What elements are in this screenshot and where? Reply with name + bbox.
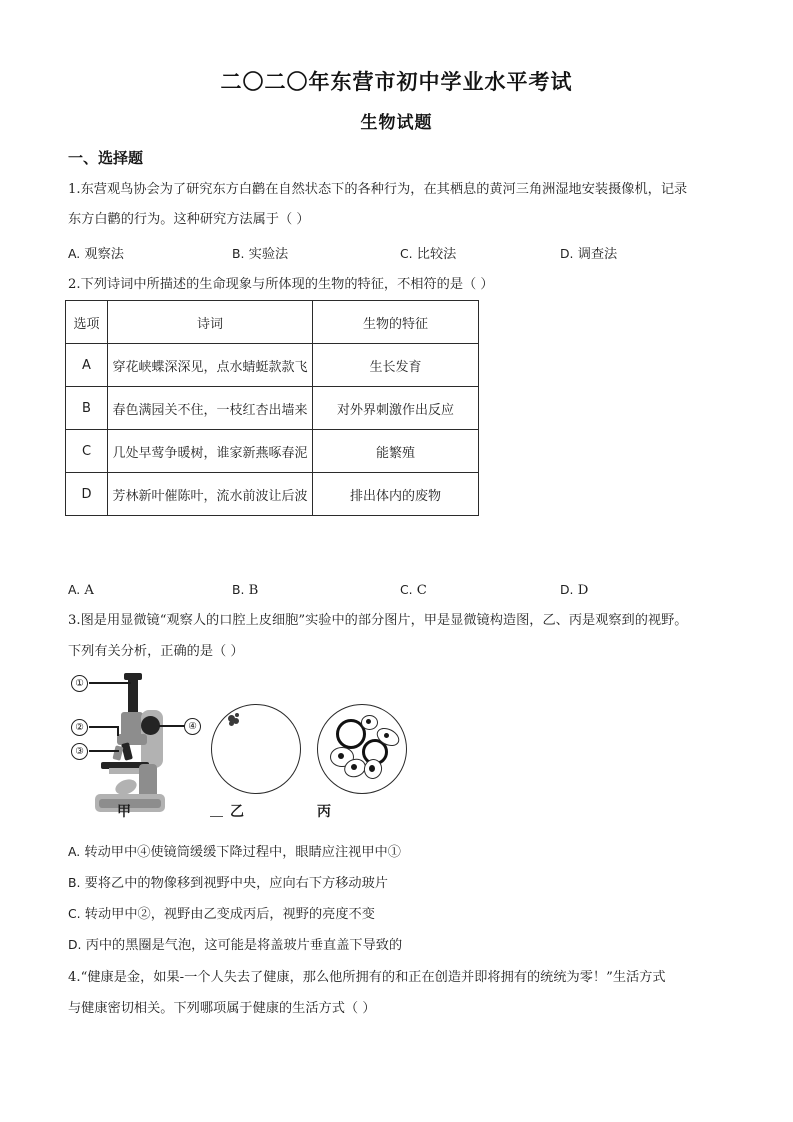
table-cell-feature: 对外界刺激作出反应 [313,387,479,430]
question-1-option-d[interactable] [560,245,617,264]
option-text: 调查法 [577,247,618,262]
question-1-stem-line-2: 东方白鹳的行为。这种研究方法属于（ ） [68,212,310,227]
option-label: C. [68,906,81,921]
figure-caption-yi: 乙 [230,804,244,820]
table-cell-poem: 穿花峡蝶深深见，点水蜻蜓款款飞 [108,344,313,387]
option-text: C [416,583,427,598]
option-label: C. [400,246,413,261]
option-text: A [84,583,94,598]
table-cell-poem: 春色满园关不住，一枝红杏出墙来 [108,387,313,430]
table-cell-feature: 排出体内的废物 [313,473,479,516]
table-row [66,344,479,387]
table-cell-option: D [66,473,108,516]
option-label: A. [68,582,81,597]
question-2-option-b[interactable] [232,581,258,600]
option-text: 转动甲中②，视野由乙变成丙后，视野的亮度不变 [84,907,375,922]
table-header-cell: 生物的特征 [313,301,479,344]
question-3-option-a[interactable] [68,843,401,862]
section-heading: 一、选择题 [68,149,144,167]
question-2-option-c[interactable] [400,581,427,600]
option-label: D. [68,937,82,952]
question-4-stem-line-1: 4.“健康是金，如果-一个人失去了健康，那么他所拥有的和正在创造并即将拥有的统统为零！”生活方式 [68,970,666,985]
option-label: D. [560,582,574,597]
question-3-option-b[interactable] [68,874,388,893]
table-header-cell: 选项 [66,301,108,344]
table-row [66,473,479,516]
table-cell-option: B [66,387,108,430]
figure-caption-bing: 丙 [317,804,331,820]
question-1-stem-line-1: 1.东营观鸟协会为了研究东方白鹳在自然状态下的各种行为，在其栖息的黄河三角洲湿地安装摄像机，记录 [68,182,688,197]
label-4-icon: ④ [184,718,201,735]
poem-characteristics-table [65,300,479,516]
table-row [66,387,479,430]
leader-line-2b [117,726,119,736]
option-label: A. [68,844,81,859]
question-3-option-c[interactable] [68,905,375,924]
field-of-view-yi [211,704,301,794]
label-2-icon: ② [71,719,88,736]
option-label: C. [400,582,413,597]
question-2-option-d[interactable] [560,581,588,600]
option-text: 比较法 [416,247,457,262]
table-cell-option: A [66,344,108,387]
leader-line-3 [89,750,119,752]
page-subtitle: 生物试题 [360,113,433,133]
question-2-option-a[interactable] [68,581,94,600]
table-cell-feature: 生长发育 [313,344,479,387]
option-text: 转动甲中④使镜筒缓缓下降过程中，眼睛应注视甲中① [84,845,401,860]
option-label: B. [232,246,245,261]
question-1-option-b[interactable] [232,245,288,264]
leader-line-1 [89,682,131,684]
table-cell-option: C [66,430,108,473]
option-label: D. [560,246,574,261]
question-1-option-a[interactable] [68,245,124,264]
label-3-icon: ③ [71,743,88,760]
table-cell-poem: 芳林新叶催陈叶，流水前波让后波 [108,473,313,516]
option-label: A. [68,246,81,261]
option-label: B. [68,875,81,890]
table-header-row [66,301,479,344]
leader-line-4 [159,725,185,727]
field-of-view-bing [317,704,407,794]
option-text: 丙中的黑圈是气泡，这可能是将盖玻片垂直盖下导致的 [85,938,403,953]
label-1-icon: ① [71,675,88,692]
question-3-stem-line-1: 3.图是用显微镜“观察人的口腔上皮细胞”实验中的部分图片，甲是显微镜构造图，乙、丙是观察到的视野。 [68,613,688,628]
question-1-option-c[interactable] [400,245,456,264]
option-text: 实验法 [248,247,289,262]
stray-dash-mark [210,816,223,817]
option-text: 要将乙中的物像移到视野中央，应向右下方移动玻片 [84,876,388,891]
question-3-stem-line-2: 下列有关分析，正确的是（ ） [68,644,244,659]
figure-caption-jia: 甲 [117,804,131,820]
option-text: B [248,583,259,598]
table-cell-poem: 几处早莺争暖树，谁家新燕啄春泥 [108,430,313,473]
microscope-figure [65,668,405,823]
question-2-stem-line-1: 2.下列诗词中所描述的生命现象与所体现的生物的特征，不相符的是（ ） [68,277,494,292]
question-4-stem-line-2: 与健康密切相关。下列哪项属于健康的生活方式（ ） [68,1001,376,1016]
page-title: 二〇二〇年东营市初中学业水平考试 [220,70,573,94]
table-row [66,430,479,473]
option-label: B. [232,582,245,597]
option-text: 观察法 [84,247,124,262]
leader-line-2 [89,726,119,728]
table-cell-feature: 能繁殖 [313,430,479,473]
option-text: D [577,583,589,598]
table-header-cell: 诗词 [108,301,313,344]
question-3-option-d[interactable] [68,936,402,955]
